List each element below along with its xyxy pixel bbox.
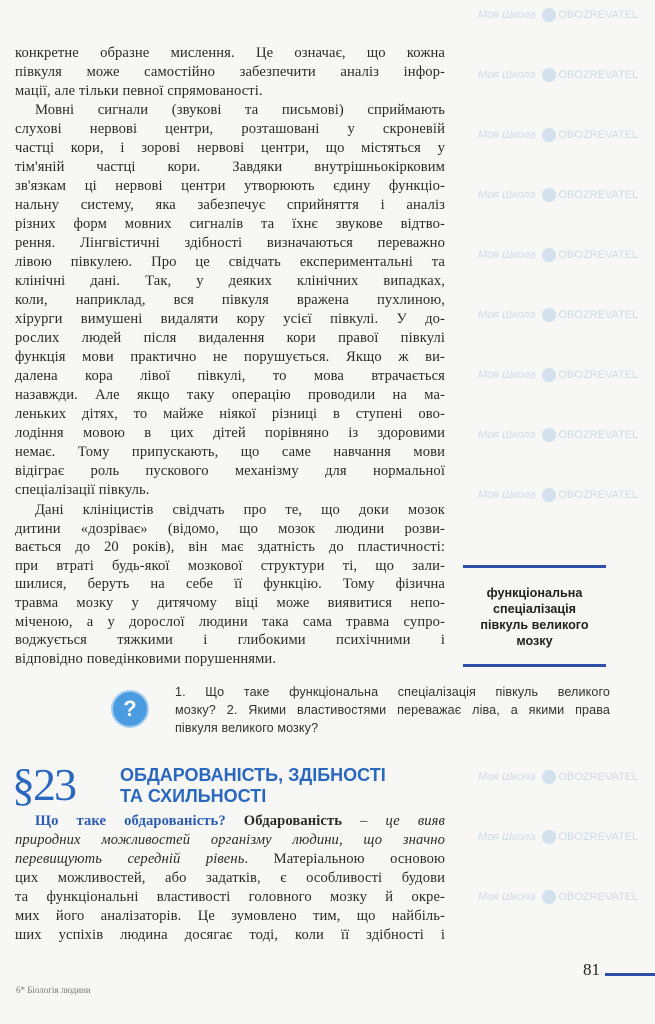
text-line: леньких дітях, то майже ніякої різниці в ступені ово- xyxy=(15,406,445,422)
text-line: конкретне образне мислення. Це означає, що кожна xyxy=(15,45,445,61)
watermark-brand: Моя Школа xyxy=(478,308,536,321)
text-line: різних форм мовних сигналів та їхнє звукове відтво- xyxy=(15,216,445,232)
watermark xyxy=(478,128,638,142)
text-line: Дані клініцистів свідчать про те, що доки мозок xyxy=(35,502,445,518)
watermark-brand: Моя Школа xyxy=(478,128,536,141)
text-segment: цих можливостей, або задатків, є особливості будови xyxy=(15,870,445,886)
watermark-brand: Моя Школа xyxy=(478,188,536,201)
watermark xyxy=(478,428,638,442)
text-line: далена кора лівої півкулі, то мова втрачається xyxy=(15,368,445,384)
watermark-logo-icon xyxy=(542,770,556,784)
page-number-rule xyxy=(605,973,655,976)
text-line: хірурги вимушені видаляти кору усієї півкулі. У до- xyxy=(15,311,445,327)
watermark xyxy=(478,830,638,844)
watermark-brand: Моя Школа xyxy=(478,368,536,381)
text-line xyxy=(15,812,445,831)
watermark-logo-icon xyxy=(542,308,556,322)
text-line xyxy=(15,907,445,926)
watermark-brand: Моя Школа xyxy=(478,428,536,441)
question-mark-icon: ? xyxy=(111,690,149,728)
text-segment: Що таке обдарованість? xyxy=(35,813,244,829)
watermark xyxy=(478,8,638,22)
text-segment: перевищують середній рівень xyxy=(15,851,245,867)
watermark-brand: Моя Школа xyxy=(478,830,536,843)
text-line: клінічні дані. Так, у деяких клінічних випадках, xyxy=(15,273,445,289)
sidebar-term-line: спеціалізація xyxy=(492,602,577,616)
watermark-brand: OBOZREVATEL xyxy=(558,308,639,321)
text-line: нальну систему, яка забезпечує сприйняття і аналіз xyxy=(15,197,445,213)
text-line: травма мозку у дитячому віці може виявитися непо- xyxy=(15,594,445,611)
text-line xyxy=(15,888,445,907)
watermark-logo-icon xyxy=(542,68,556,82)
watermark xyxy=(478,68,638,82)
sidebar-term-box xyxy=(463,565,606,667)
text-line: назавжди. Але якщо таку операцію проводили на ма- xyxy=(15,387,445,403)
sidebar-term xyxy=(463,585,606,649)
watermark xyxy=(478,890,638,904)
signature-mark: 6* Біологія людини xyxy=(16,985,91,995)
text-segment: природних можливостей організму людини, що значно xyxy=(15,832,445,848)
watermark-logo-icon xyxy=(542,128,556,142)
watermark-brand: OBOZREVATEL xyxy=(558,248,639,261)
text-line: частці кори, і зорові нервові центри, що містяться у xyxy=(15,140,445,156)
text-segment: ших успіхів людина досягає тоді, коли її здібності і xyxy=(15,927,445,943)
watermark-brand: OBOZREVATEL xyxy=(558,770,639,783)
text-segment: – xyxy=(342,813,386,829)
text-segment: мих його аналізаторів. Це зумовлено тим, що найбіль- xyxy=(15,908,445,924)
paragraph-1 xyxy=(15,44,445,101)
text-line: коли, наприклад, вся півкуля вражена пухлиною, xyxy=(15,292,445,308)
text-line: дитини «дозріває» (відомо, що мозок людини розви- xyxy=(15,520,445,537)
sidebar-term-line: мозку xyxy=(516,634,553,648)
paragraph-2 xyxy=(15,101,445,500)
text-line: відіграє роль пускового механізму для нормальної xyxy=(15,463,445,479)
watermark-brand: Моя Школа xyxy=(478,8,536,21)
text-line: воджується тяжкими і глибокими психічними і xyxy=(15,632,445,649)
text-line: спеціалізації півкуль. xyxy=(15,482,150,498)
text-line: при втраті будь-якої мозкової структури ті, що зали- xyxy=(15,557,445,574)
watermark-brand: OBOZREVATEL xyxy=(558,68,639,81)
text-line: немає. Тому припускають, що саме навчання мови xyxy=(15,444,445,460)
watermark-brand: OBOZREVATEL xyxy=(558,8,639,21)
text-line: шилися, беруть на себе її функцію. Тому фізична xyxy=(15,576,445,593)
paragraph-4 xyxy=(15,812,445,945)
text-line: вається до 20 років), він має здатність до пластичності: xyxy=(15,539,445,556)
text-line: рення. Лінгвістичні здібності визначаються переважно xyxy=(15,235,445,251)
page-number: 81 xyxy=(583,960,600,979)
text-line: слухові нервові центри, розташовані у скроневій xyxy=(15,121,445,137)
text-line: зв'язкам ці нервові центри утворюють єдину функціо- xyxy=(15,178,445,194)
text-line: півкуля може самостійно забезпечити аналіз інфор- xyxy=(15,64,445,80)
watermark-brand: OBOZREVATEL xyxy=(558,890,639,903)
watermark-brand: Моя Школа xyxy=(478,248,536,261)
text-segment: та функціональні властивості головного мозку й окре- xyxy=(15,889,445,905)
watermark-logo-icon xyxy=(542,368,556,382)
watermark xyxy=(478,488,638,502)
sidebar-term-line: півкуль великого xyxy=(480,618,589,632)
text-line: міченою, а у дорослої людини така сама травма супро- xyxy=(15,613,445,630)
watermark xyxy=(478,770,638,784)
text-line: 1. Що таке функціональна спеціалізація півкуль великого xyxy=(175,685,610,699)
watermark-logo-icon xyxy=(542,8,556,22)
watermark-logo-icon xyxy=(542,488,556,502)
text-segment: Обдарованість xyxy=(243,813,343,829)
watermark-brand: OBOZREVATEL xyxy=(558,428,639,441)
review-questions xyxy=(175,683,610,737)
watermark-logo-icon xyxy=(542,830,556,844)
text-line: мації, але тільки певної спрямованості. xyxy=(15,83,263,99)
sidebar-term-line: функціональна xyxy=(486,586,583,600)
text-line xyxy=(15,850,445,869)
text-line: лодіння мовою в цих дітей порівняно із здоровими xyxy=(15,425,445,441)
watermark-brand: Моя Школа xyxy=(478,890,536,903)
text-line xyxy=(15,869,445,888)
text-line: півкуля великого мозку? xyxy=(175,721,319,735)
text-line: мозку? 2. Якими властивостями переважає ліва, а якими права xyxy=(175,703,610,717)
text-line xyxy=(15,831,445,850)
watermark xyxy=(478,368,638,382)
watermark-brand: OBOZREVATEL xyxy=(558,128,639,141)
watermark-brand: Моя Школа xyxy=(478,770,536,783)
watermark-brand: OBOZREVATEL xyxy=(558,830,639,843)
section-number: §23 xyxy=(12,759,75,810)
watermark-logo-icon xyxy=(542,428,556,442)
paragraph-3 xyxy=(15,501,445,668)
watermark xyxy=(478,308,638,322)
watermark-logo-icon xyxy=(542,188,556,202)
watermark xyxy=(478,248,638,262)
text-line: функція мови практично не порушується. Якщо ж ви- xyxy=(15,349,445,365)
text-segment: . Матеріальною основою xyxy=(244,851,446,867)
watermark-brand: OBOZREVATEL xyxy=(558,488,639,501)
text-line: тім'яній частці кори. Завдяки внутрішньокірковим xyxy=(15,159,445,175)
watermark-brand: OBOZREVATEL xyxy=(558,188,639,201)
watermark-logo-icon xyxy=(542,248,556,262)
watermark-brand: OBOZREVATEL xyxy=(558,368,639,381)
watermark-brand: Моя Школа xyxy=(478,488,536,501)
text-line: рослих людей після видалення кори правої півкулі xyxy=(15,330,445,346)
watermark xyxy=(478,188,638,202)
section-title-line: ТА СХИЛЬНОСТІ xyxy=(120,786,267,806)
text-segment: це вияв xyxy=(385,813,445,829)
section-title-line: ОБДАРОВАНІСТЬ, ЗДІБНОСТІ xyxy=(120,765,386,785)
text-line xyxy=(15,926,445,945)
text-line: Мовні сигнали (звукові та письмові) сприймають xyxy=(35,102,445,118)
text-line: лівою півкулею. Про це свідчать експериментальні та xyxy=(15,254,445,270)
watermark-brand: Моя Школа xyxy=(478,68,536,81)
watermark-logo-icon xyxy=(542,890,556,904)
section-title xyxy=(120,765,386,807)
text-line: відповідно поведінковими порушеннями. xyxy=(15,650,277,667)
